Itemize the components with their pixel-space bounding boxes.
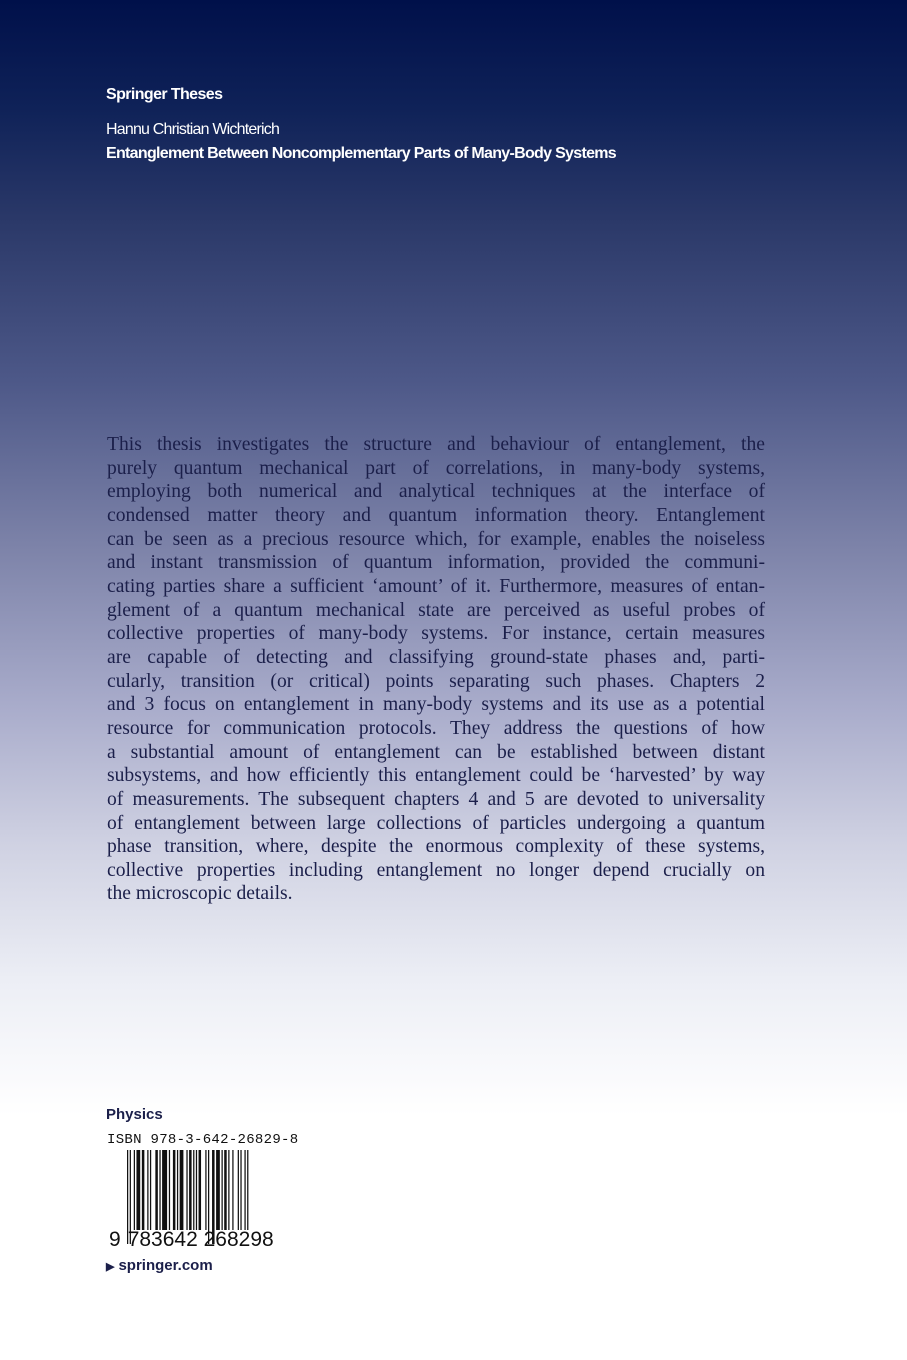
barcode-bar bbox=[150, 1150, 151, 1230]
barcode-bar bbox=[193, 1150, 194, 1230]
blurb-line: can be seen as a precious resource which, for example, enables the noiseless bbox=[107, 528, 765, 550]
barcode-bar bbox=[232, 1150, 233, 1230]
barcode-first-digit: 9 bbox=[109, 1228, 121, 1251]
author-name: Hannu Christian Wichterich bbox=[106, 121, 280, 138]
blurb-line: of entanglement between large collections of particles undergoing a quantum bbox=[107, 812, 765, 834]
blurb-line: collective properties including entanglement no longer depend crucially on bbox=[107, 859, 765, 881]
barcode-bar bbox=[147, 1150, 148, 1230]
barcode-bar bbox=[159, 1150, 160, 1230]
barcode-bar bbox=[162, 1150, 167, 1230]
barcode-bar bbox=[186, 1150, 187, 1230]
barcode-bar bbox=[155, 1150, 158, 1230]
blurb-line: phase transition, where, despite the enormous complexity of these systems, bbox=[107, 836, 765, 858]
barcode-bar bbox=[216, 1150, 220, 1230]
blurb-line: a substantial amount of entanglement can be established between distant bbox=[107, 741, 765, 763]
blurb-line: employing both numerical and analytical techniques at the interface of bbox=[107, 481, 765, 503]
barcode-bar bbox=[244, 1150, 245, 1230]
subject-label: Physics bbox=[106, 1106, 163, 1123]
publisher-link-text: springer.com bbox=[118, 1257, 213, 1274]
barcode-bar bbox=[205, 1150, 206, 1230]
barcode-bar bbox=[238, 1150, 239, 1230]
blurb-line: cating parties share a sufficient ‘amount’ of it. Furthermore, measures of entan- bbox=[107, 575, 765, 597]
isbn-text: ISBN 978-3-642-26829-8 bbox=[107, 1132, 299, 1148]
blurb-line: purely quantum mechanical part of correlations, in many-body systems, bbox=[107, 457, 765, 479]
arrow-icon: ▶ bbox=[106, 1261, 115, 1273]
blurb-line: This thesis investigates the structure and behaviour of entanglement, the bbox=[107, 434, 765, 455]
barcode-bar bbox=[199, 1150, 202, 1230]
barcode-bar bbox=[177, 1150, 178, 1230]
publisher-link[interactable] bbox=[106, 1257, 213, 1274]
blurb-line: and instant transmission of quantum information, provided the communi- bbox=[107, 552, 765, 574]
blurb-line: cularly, transition (or critical) points separating such phases. Chapters 2 bbox=[107, 670, 765, 692]
barcode-digits bbox=[109, 1228, 274, 1252]
barcode-bar bbox=[228, 1150, 229, 1230]
book-title: Entanglement Between Noncomplementary Parts of Many-Body Systems bbox=[106, 145, 616, 162]
barcode-bar bbox=[224, 1150, 227, 1230]
blurb-line: glement of a quantum mechanical state are perceived as useful probes of bbox=[107, 599, 765, 621]
blurb-line: collective properties of many-body systems. For instance, certain measures bbox=[107, 623, 765, 645]
barcode-bar bbox=[180, 1150, 184, 1230]
barcode-bar bbox=[142, 1150, 145, 1230]
barcode-bar bbox=[189, 1150, 192, 1230]
barcode-bar bbox=[247, 1150, 248, 1230]
blurb bbox=[107, 433, 765, 906]
barcode-bar bbox=[169, 1150, 170, 1230]
barcode-rest-digits: 783642 268298 bbox=[127, 1228, 274, 1251]
barcode-bar bbox=[196, 1150, 197, 1230]
barcode-bar bbox=[222, 1150, 223, 1230]
blurb-line: are capable of detecting and classifying ground-state phases and, parti- bbox=[107, 646, 765, 668]
blurb-line: resource for communication protocols. They address the questions of how bbox=[107, 717, 765, 739]
barcode-bar bbox=[136, 1150, 140, 1230]
blurb-line: subsystems, and how efficiently this entanglement could be ‘harvested’ by way bbox=[107, 765, 765, 787]
blurb-line: condensed matter theory and quantum information theory. Entanglement bbox=[107, 504, 765, 526]
barcode-bar bbox=[240, 1150, 241, 1230]
blurb-line: and 3 focus on entanglement in many-body systems and its use as a potential bbox=[107, 694, 765, 716]
blurb-line: the microscopic details. bbox=[107, 883, 293, 905]
series-name: Springer Theses bbox=[106, 86, 223, 103]
blurb-line: of measurements. The subsequent chapters 4 and 5 are devoted to universality bbox=[107, 788, 765, 810]
barcode-bar bbox=[134, 1150, 135, 1230]
barcode-bar bbox=[173, 1150, 176, 1230]
